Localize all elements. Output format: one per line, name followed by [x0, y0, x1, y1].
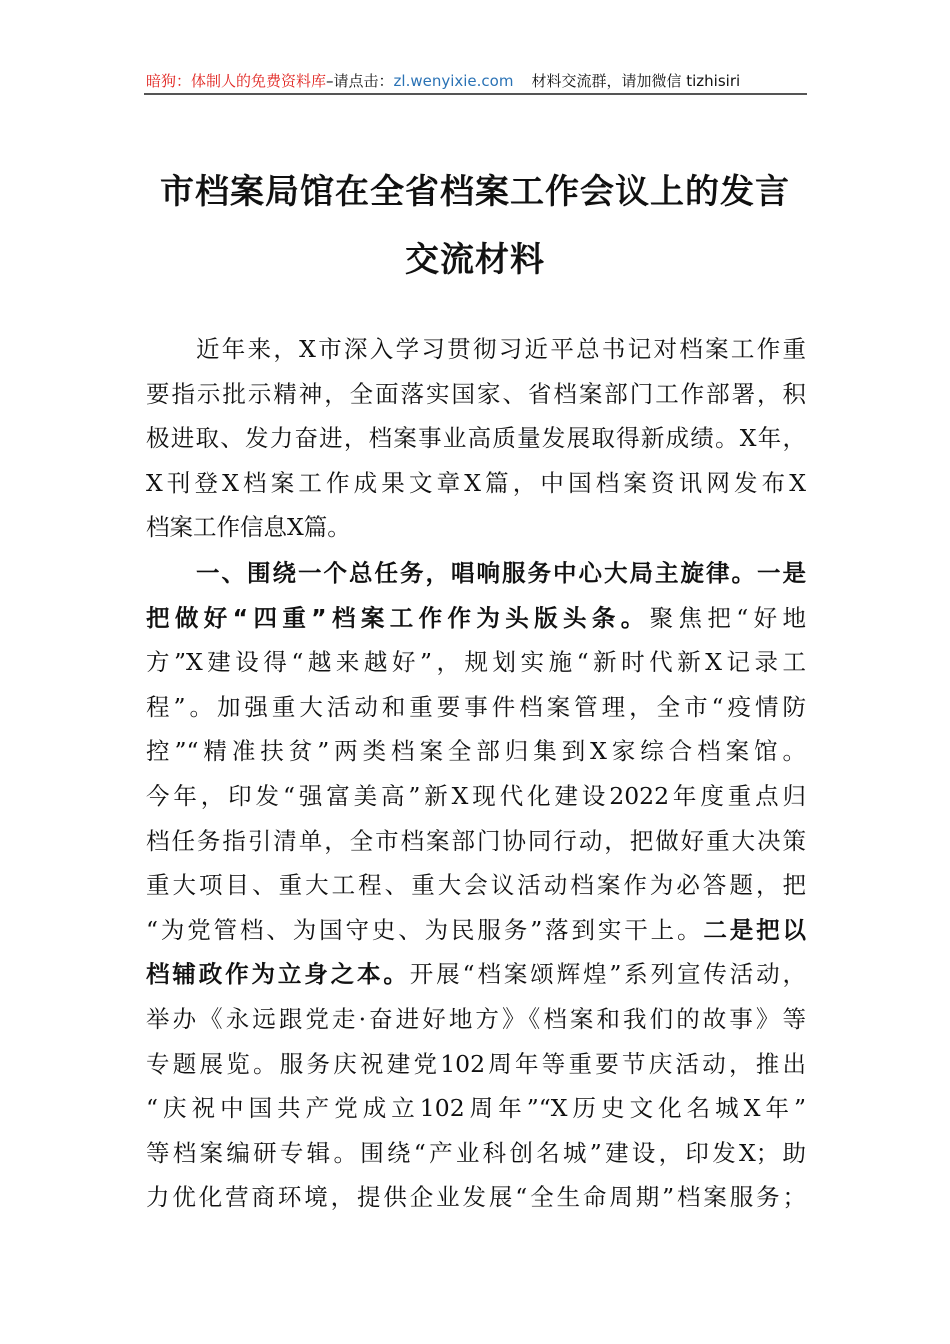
bold-text: 把做好“四重”档案工作作为头版头条。 — [146, 603, 650, 632]
text: 方”X建设得“越来越好”，规划实施“新时代新X记录工 — [146, 648, 806, 677]
text: 档案工作信息X篇。 — [146, 513, 351, 542]
text-line — [146, 596, 806, 641]
text: 今年，印发“强富美高”新X现代化建设2022年度重点归 — [146, 781, 806, 810]
text: 开展“档案颂辉煌”系列宣传活动， — [409, 960, 807, 989]
text-line — [146, 1175, 806, 1220]
text-line — [146, 952, 806, 997]
paragraph — [146, 551, 806, 1220]
page-header — [146, 70, 806, 92]
header-divider — [144, 93, 807, 95]
text-line — [146, 327, 806, 372]
document-title-line-1: 市档案局馆在全省档案工作会议上的发言 — [160, 172, 790, 212]
text: X刊登X档案工作成果文章X篇，中国档案资讯网发布X — [146, 468, 806, 497]
text: 专题展览。服务庆祝建党102周年等重要节庆活动，推出 — [146, 1049, 806, 1078]
text-line — [146, 819, 806, 864]
text-line — [146, 416, 806, 461]
text-line — [146, 908, 806, 953]
text: 程”。加强重大活动和重要事件档案管理，全市“疫情防 — [146, 692, 806, 721]
text-line — [146, 372, 806, 417]
bold-text: 一、围绕一个总任务，唱响服务中心大局主旋律。一是 — [196, 558, 806, 587]
text-line — [146, 1086, 806, 1131]
text: 重大项目、重大工程、重大会议活动档案作为必答题，把 — [146, 871, 806, 900]
text: 档任务指引清单，全市档案部门协同行动，把做好重大决策 — [146, 826, 806, 855]
header-click-text: –请点击： — [326, 72, 394, 90]
paragraph — [146, 327, 806, 550]
text-line — [146, 505, 806, 550]
header-group-text: 材料交流群，请加微信 tizhisiri — [531, 72, 741, 90]
header-link[interactable]: zl.wenyixie.com — [393, 72, 514, 90]
text-line — [146, 774, 806, 819]
document-title-line-2: 交流材料 — [405, 240, 545, 280]
text-line — [146, 1042, 806, 1087]
text: 控”“精准扶贫”两类档案全部归集到X家综合档案馆。 — [146, 737, 806, 766]
text: 要指示批示精神，全面落实国家、省档案部门工作部署，积 — [146, 379, 806, 408]
text: 聚焦把“好地 — [649, 603, 807, 632]
text-line — [146, 863, 806, 908]
text: 极进取、发力奋进，档案事业高质量发展取得新成绩。X年， — [146, 424, 806, 453]
text: 近年来，X市深入学习贯彻习近平总书记对档案工作重 — [196, 335, 806, 363]
text-line — [146, 551, 806, 596]
bold-text: 二是把以 — [703, 915, 807, 944]
header-site-name: 暗狗：体制人的免费资料库 — [146, 72, 327, 90]
text-line — [146, 997, 806, 1042]
text-line — [146, 729, 806, 774]
text: 等档案编研专辑。围绕“产业科创名城”建设，印发X；助 — [146, 1138, 806, 1167]
text-line — [146, 1131, 806, 1176]
text-line — [146, 461, 806, 506]
document-body — [146, 327, 806, 1220]
text: “庆祝中国共产党成立102周年”“X历史文化名城X年” — [146, 1094, 806, 1123]
text: 力优化营商环境，提供企业发展“全生命周期”档案服务； — [146, 1183, 806, 1212]
text-line — [146, 685, 806, 730]
text: 举办《永远跟党走·奋进好地方》《档案和我们的故事》等 — [146, 1004, 806, 1033]
bold-text: 档辅政作为立身之本。 — [146, 960, 410, 989]
text: “为党管档、为国守史、为民服务”落到实干上。 — [146, 915, 704, 944]
text-line — [146, 640, 806, 685]
